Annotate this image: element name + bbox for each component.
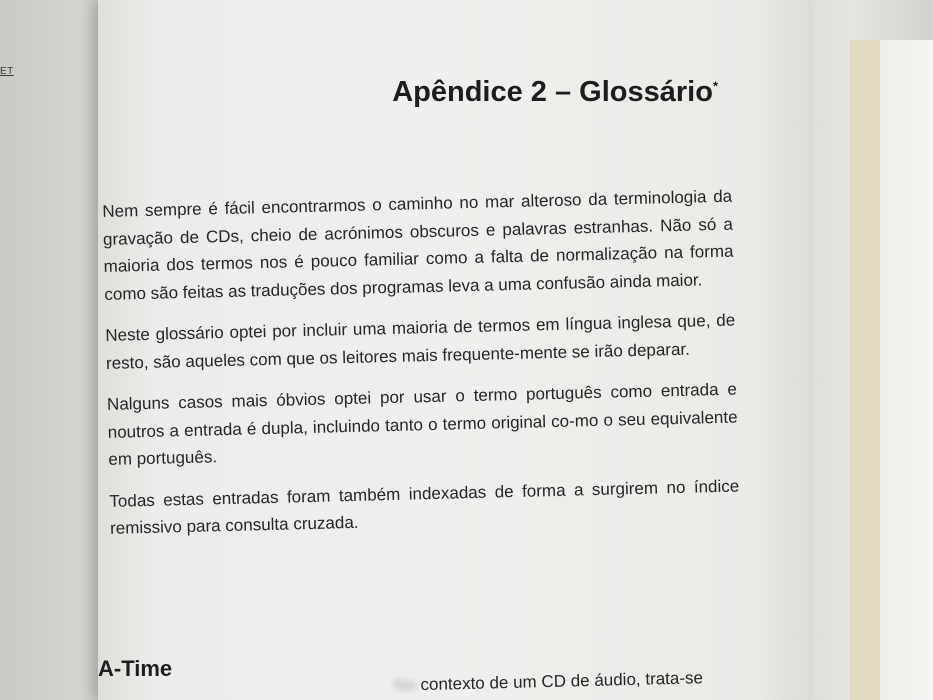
entry-text: contexto de um CD de áudio, trata-se — [420, 668, 704, 695]
glossary-entry-heading: A-Time — [98, 656, 173, 681]
paragraph: Nem sempre é fácil encontrarmos o caminho no mar alteroso da terminologia da gravação de CDs, cheio de acrónimos obscuros e palavras estranhas. Não só a maioria dos termos nos é pouco familiar como a falta de normalização na forma como são feitas as traduções dos programas leva a uma confusão ainda maior. — [102, 186, 734, 304]
entry-text-faded: No — [393, 675, 416, 695]
book-page — [98, 0, 810, 700]
paragraph: Todas estas entradas foram também indexadas de forma a surgirem no índice remissivo para consulta cruzada. — [109, 476, 740, 538]
intro-text — [102, 183, 741, 557]
paragraph: Neste glossário optei por incluir uma maioria de termos em língua inglesa que, de resto, são aqueles com que os leitores mais frequente-mente se irão deparar. — [105, 310, 736, 373]
page-title — [392, 76, 718, 109]
entry-text-partial — [394, 668, 703, 696]
title-footnote-marker: * — [712, 78, 718, 94]
page-stack-edge-white — [880, 40, 933, 700]
page-title-text: Apêndice 2 – Glossário — [392, 76, 713, 108]
page-stack-edge-cream — [850, 40, 880, 700]
left-page-edge-text: ET — [0, 66, 14, 77]
paragraph: Nalguns casos mais óbvios optei por usar o termo português como entrada e noutros a entrada é dupla, incluindo tanto o termo original co-mo o seu equivalente em português. — [106, 379, 738, 469]
